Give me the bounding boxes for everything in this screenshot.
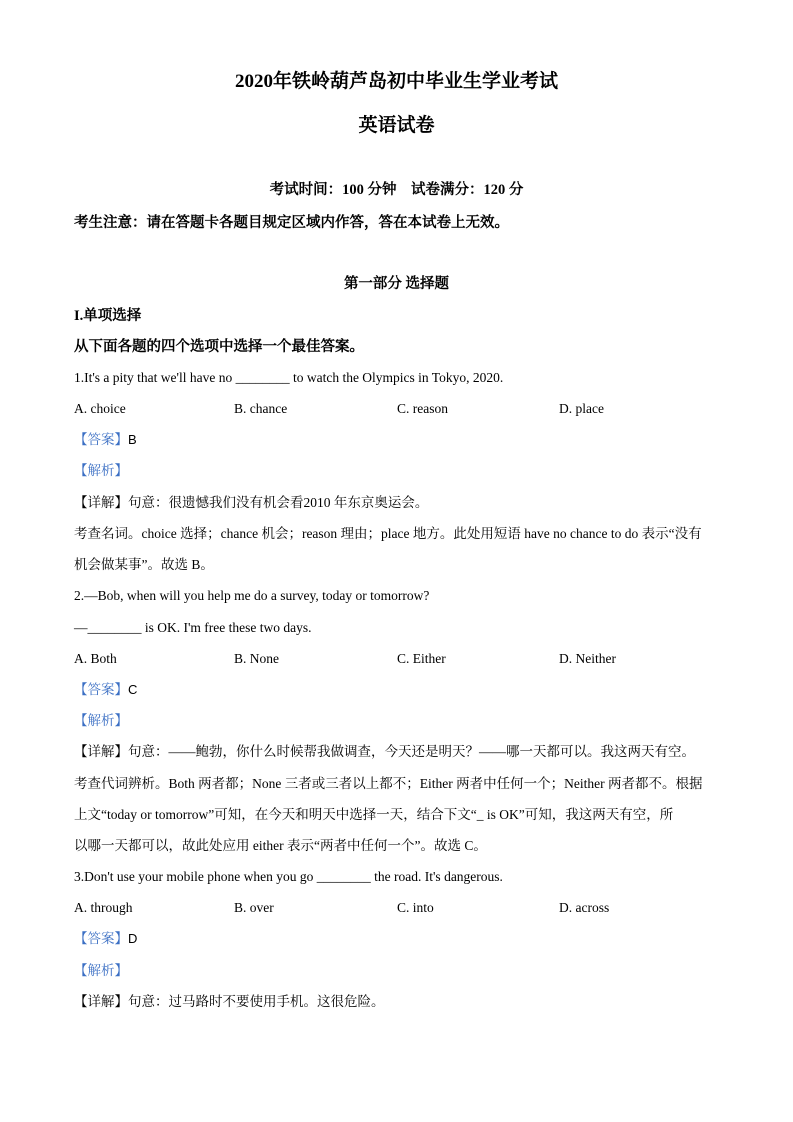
question-1-explanation-line: 机会做某事”。故选 B。 <box>74 557 214 572</box>
question-2-option-c: C. Either <box>397 651 446 666</box>
question-3-detail <box>74 992 723 1012</box>
question-1-option-c: C. reason <box>397 401 448 416</box>
answer-value: C <box>128 682 138 697</box>
detail-label: 【详解】 <box>74 495 128 510</box>
part-instruction: 从下面各题的四个选项中选择一个最佳答案。 <box>74 339 364 355</box>
exam-info: 考试时间：100 分钟 试卷满分：120 分 <box>269 182 524 198</box>
detail-label: 【详解】 <box>74 994 128 1009</box>
question-3-answer <box>74 929 723 949</box>
question-1-analysis-label: 【解析】 <box>74 463 128 478</box>
question-1-option-d: D. place <box>559 401 604 416</box>
question-2-analysis-label: 【解析】 <box>74 713 128 728</box>
detail-text: 句意：——鲍勃，你什么时候帮我做调查，今天还是明天？——哪一天都可以。我这两天有空。 <box>128 744 695 759</box>
question-2-option-a: A. Both <box>74 651 117 666</box>
question-2-option-b: B. None <box>234 651 279 666</box>
question-3-analysis-label: 【解析】 <box>74 963 128 978</box>
answer-label: 【答案】 <box>74 682 128 697</box>
question-1-answer <box>74 430 723 450</box>
question-2-detail <box>74 742 723 762</box>
question-1-option-a: A. choice <box>74 401 126 416</box>
detail-label: 【详解】 <box>74 744 128 759</box>
question-2-option-d: D. Neither <box>559 651 616 666</box>
answer-value: D <box>128 931 138 946</box>
part-title: I.单项选择 <box>74 308 142 324</box>
answer-label: 【答案】 <box>74 931 128 946</box>
section-title: 第一部分 选择题 <box>343 276 450 292</box>
question-2-stem: 2.—Bob, when will you help me do a survey, today or tomorrow? <box>74 588 430 603</box>
exam-title: 2020年铁岭葫芦岛初中毕业生学业考试 <box>234 71 558 92</box>
question-2-answer <box>74 680 723 700</box>
question-1-explanation-line: 考查名词。choice 选择；chance 机会；reason 理由；place 地方。此处用短语 have no chance to do 表示“没有 <box>74 526 702 541</box>
exam-subtitle: 英语试卷 <box>358 115 435 136</box>
question-1-detail <box>74 493 723 513</box>
question-2-explanation-line: 考查代词辨析。Both 两者都；None 三者或三者以上都不；Either 两者中任何一个；Neither 两者都不。根据 <box>74 776 703 791</box>
question-2-stem-reply: —________ is OK. I'm free these two days. <box>74 620 312 635</box>
detail-text: 句意：过马路时不要使用手机。这很危险。 <box>128 994 385 1009</box>
question-2-explanation-line: 上文“today or tomorrow”可知，在今天和明天中选择一天，结合下文“_ is OK”可知，我这两天有空，所 <box>74 807 674 822</box>
answer-label: 【答案】 <box>74 432 128 447</box>
detail-text: 句意：很遗憾我们没有机会看2010 年东京奥运会。 <box>128 495 429 510</box>
question-3-option-c: C. into <box>397 900 434 915</box>
question-1-option-b: B. chance <box>234 401 288 416</box>
question-3-stem: 3.Don't use your mobile phone when you go ________ the road. It's dangerous. <box>74 869 503 884</box>
question-3-option-a: A. through <box>74 900 133 915</box>
question-2-explanation-line: 以哪一天都可以，故此处应用 either 表示“两者中任何一个”。故选 C。 <box>74 838 487 853</box>
question-3-option-b: B. over <box>234 900 274 915</box>
question-1-stem: 1.It's a pity that we'll have no ________ to watch the Olympics in Tokyo, 2020. <box>74 370 504 385</box>
question-3-option-d: D. across <box>559 900 610 915</box>
exam-notice: 考生注意：请在答题卡各题目规定区域内作答，答在本试卷上无效。 <box>74 215 509 231</box>
answer-value: B <box>128 432 137 447</box>
